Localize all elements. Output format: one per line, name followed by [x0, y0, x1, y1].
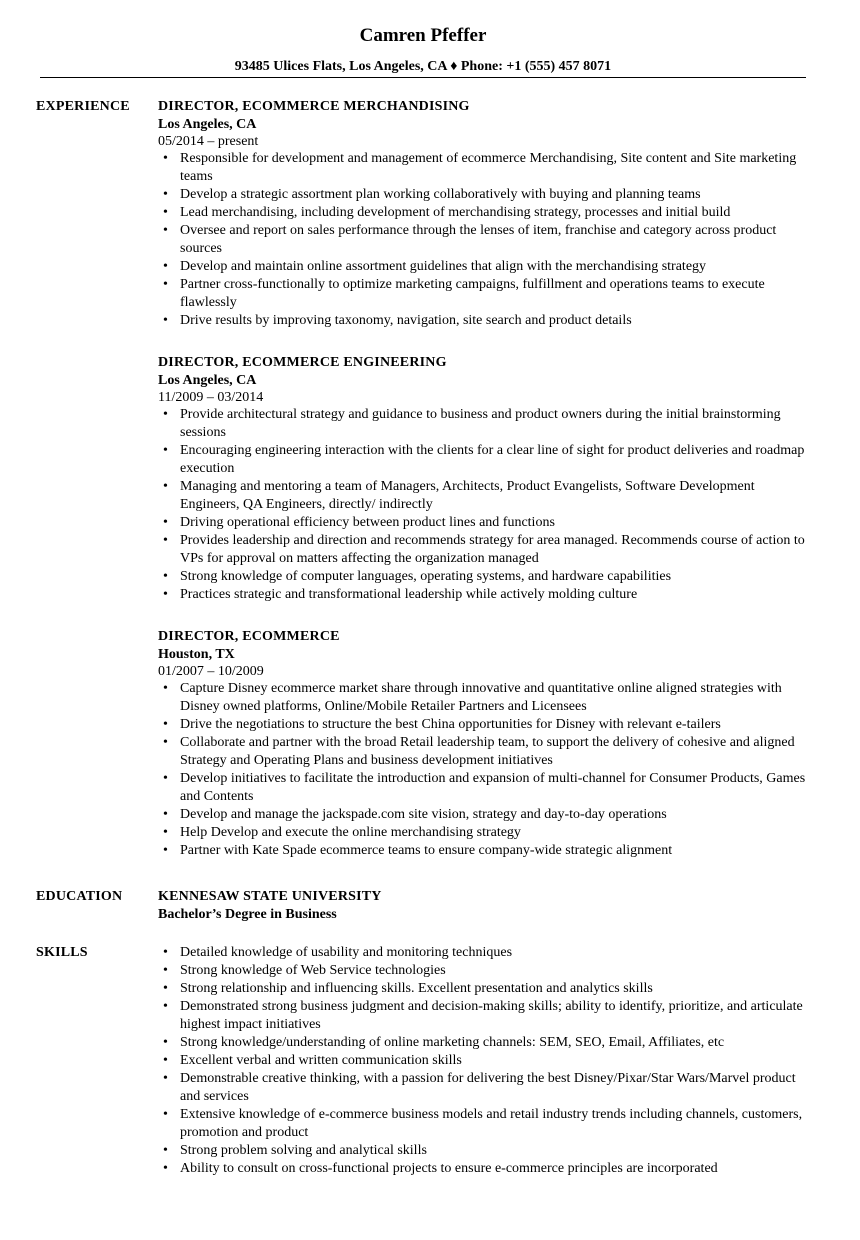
skill-item: • Detailed knowledge of usability and monitoring techniques: [158, 944, 806, 962]
skill-item: • Strong knowledge/understanding of online marketing channels: SEM, SEO, Email, Affiliates, etc: [158, 1034, 806, 1052]
bullet-item: • Driving operational efficiency between product lines and functions: [158, 514, 806, 532]
skill-item: • Demonstrable creative thinking, with a passion for delivering the best Disney/Pixar/Star Wars/Marvel product and services: [158, 1070, 806, 1106]
section-heading-skills: SKILLS: [36, 945, 88, 960]
job-bullets: [158, 406, 806, 604]
job-bullets: [158, 680, 806, 860]
bullet-item: • Partner with Kate Spade ecommerce teams to ensure company-wide strategic alignment: [158, 842, 806, 860]
job-title: DIRECTOR, ECOMMERCE MERCHANDISING: [158, 99, 470, 114]
skill-item: • Demonstrated strong business judgment and decision-making skills; ability to identify, prioritize, and articulate highest impact initiatives: [158, 998, 806, 1034]
bullet-item: • Provides leadership and direction and recommends strategy for area managed. Recommends course of action to VPs for approval on matters affecting the organization managed: [158, 532, 806, 568]
job-entry: [158, 354, 806, 604]
job-entry: [158, 98, 806, 330]
skill-item: • Strong problem solving and analytical skills: [158, 1142, 806, 1160]
bullet-item: • Provide architectural strategy and guidance to business and product owners during the initial brainstorming sessions: [158, 406, 806, 442]
degree-name: Bachelor’s Degree in Business: [158, 907, 337, 922]
school-name: KENNESAW STATE UNIVERSITY: [158, 889, 382, 904]
job-location: Los Angeles, CA: [158, 117, 257, 132]
resume-header: [40, 22, 806, 76]
experience-list: [158, 98, 806, 884]
bullet-item: • Lead merchandising, including development of merchandising strategy, processes and initial build: [158, 204, 806, 222]
candidate-name: Camren Pfeffer: [359, 25, 487, 46]
section-heading-experience: EXPERIENCE: [36, 99, 130, 114]
bullet-item: • Responsible for development and management of ecommerce Merchandising, Site content and Site marketing teams: [158, 150, 806, 186]
job-location: Los Angeles, CA: [158, 373, 257, 388]
skill-item: • Extensive knowledge of e-commerce business models and retail industry trends including channels, customers, promotion and product: [158, 1106, 806, 1142]
skills-bullets: [158, 944, 806, 1178]
bullet-item: • Capture Disney ecommerce market share through innovative and quantitative online aligned strategies with Disney owned platforms, Online/Mobile Retailer Partners and Licensees: [158, 680, 806, 716]
job-entry: [158, 628, 806, 860]
bullet-item: • Partner cross-functionally to optimize marketing campaigns, fulfillment and operations teams to execute flawlessly: [158, 276, 806, 312]
job-dates: 05/2014 – present: [158, 134, 259, 149]
bullet-item: • Help Develop and execute the online merchandising strategy: [158, 824, 806, 842]
bullet-item: • Practices strategic and transformational leadership while actively molding culture: [158, 586, 806, 604]
bullet-item: • Develop and maintain online assortment guidelines that align with the merchandising strategy: [158, 258, 806, 276]
bullet-item: • Oversee and report on sales performance through the lenses of item, franchise and category across product sources: [158, 222, 806, 258]
skill-item: • Strong relationship and influencing skills. Excellent presentation and analytics skills: [158, 980, 806, 998]
job-dates: 01/2007 – 10/2009: [158, 664, 264, 679]
job-title: DIRECTOR, ECOMMERCE: [158, 629, 340, 644]
skill-item: • Excellent verbal and written communication skills: [158, 1052, 806, 1070]
job-location: Houston, TX: [158, 647, 235, 662]
bullet-item: • Develop a strategic assortment plan working collaboratively with buying and planning teams: [158, 186, 806, 204]
bullet-item: • Managing and mentoring a team of Managers, Architects, Product Evangelists, Software Development Engineers, QA Engineers, directly/ indirectly: [158, 478, 806, 514]
bullet-item: • Develop initiatives to facilitate the introduction and expansion of multi-channel for Consumer Products, Games and Contents: [158, 770, 806, 806]
bullet-item: • Encouraging engineering interaction with the clients for a clear line of sight for product deliveries and roadmap execution: [158, 442, 806, 478]
skill-item: • Ability to consult on cross-functional projects to ensure e-commerce principles are incorporated: [158, 1160, 806, 1178]
education-entry: [158, 888, 806, 924]
bullet-item: • Develop and manage the jackspade.com site vision, strategy and day-to-day operations: [158, 806, 806, 824]
job-dates: 11/2009 – 03/2014: [158, 390, 264, 405]
bullet-item: • Drive the negotiations to structure the best China opportunities for Disney with relevant e-tailers: [158, 716, 806, 734]
skill-item: • Strong knowledge of Web Service technologies: [158, 962, 806, 980]
section-heading-education: EDUCATION: [36, 889, 123, 904]
bullet-item: • Strong knowledge of computer languages, operating systems, and hardware capabilities: [158, 568, 806, 586]
header-divider: [40, 77, 806, 78]
job-title: DIRECTOR, ECOMMERCE ENGINEERING: [158, 355, 447, 370]
job-bullets: [158, 150, 806, 330]
bullet-item: • Collaborate and partner with the broad Retail leadership team, to support the delivery of cohesive and aligned Strategy and Operating Plans and business development initiatives: [158, 734, 806, 770]
bullet-item: • Drive results by improving taxonomy, navigation, site search and product details: [158, 312, 806, 330]
contact-line: 93485 Ulices Flats, Los Angeles, CA ♦ Phone: +1 (555) 457 8071: [234, 59, 612, 74]
skills-list: [158, 944, 806, 1178]
